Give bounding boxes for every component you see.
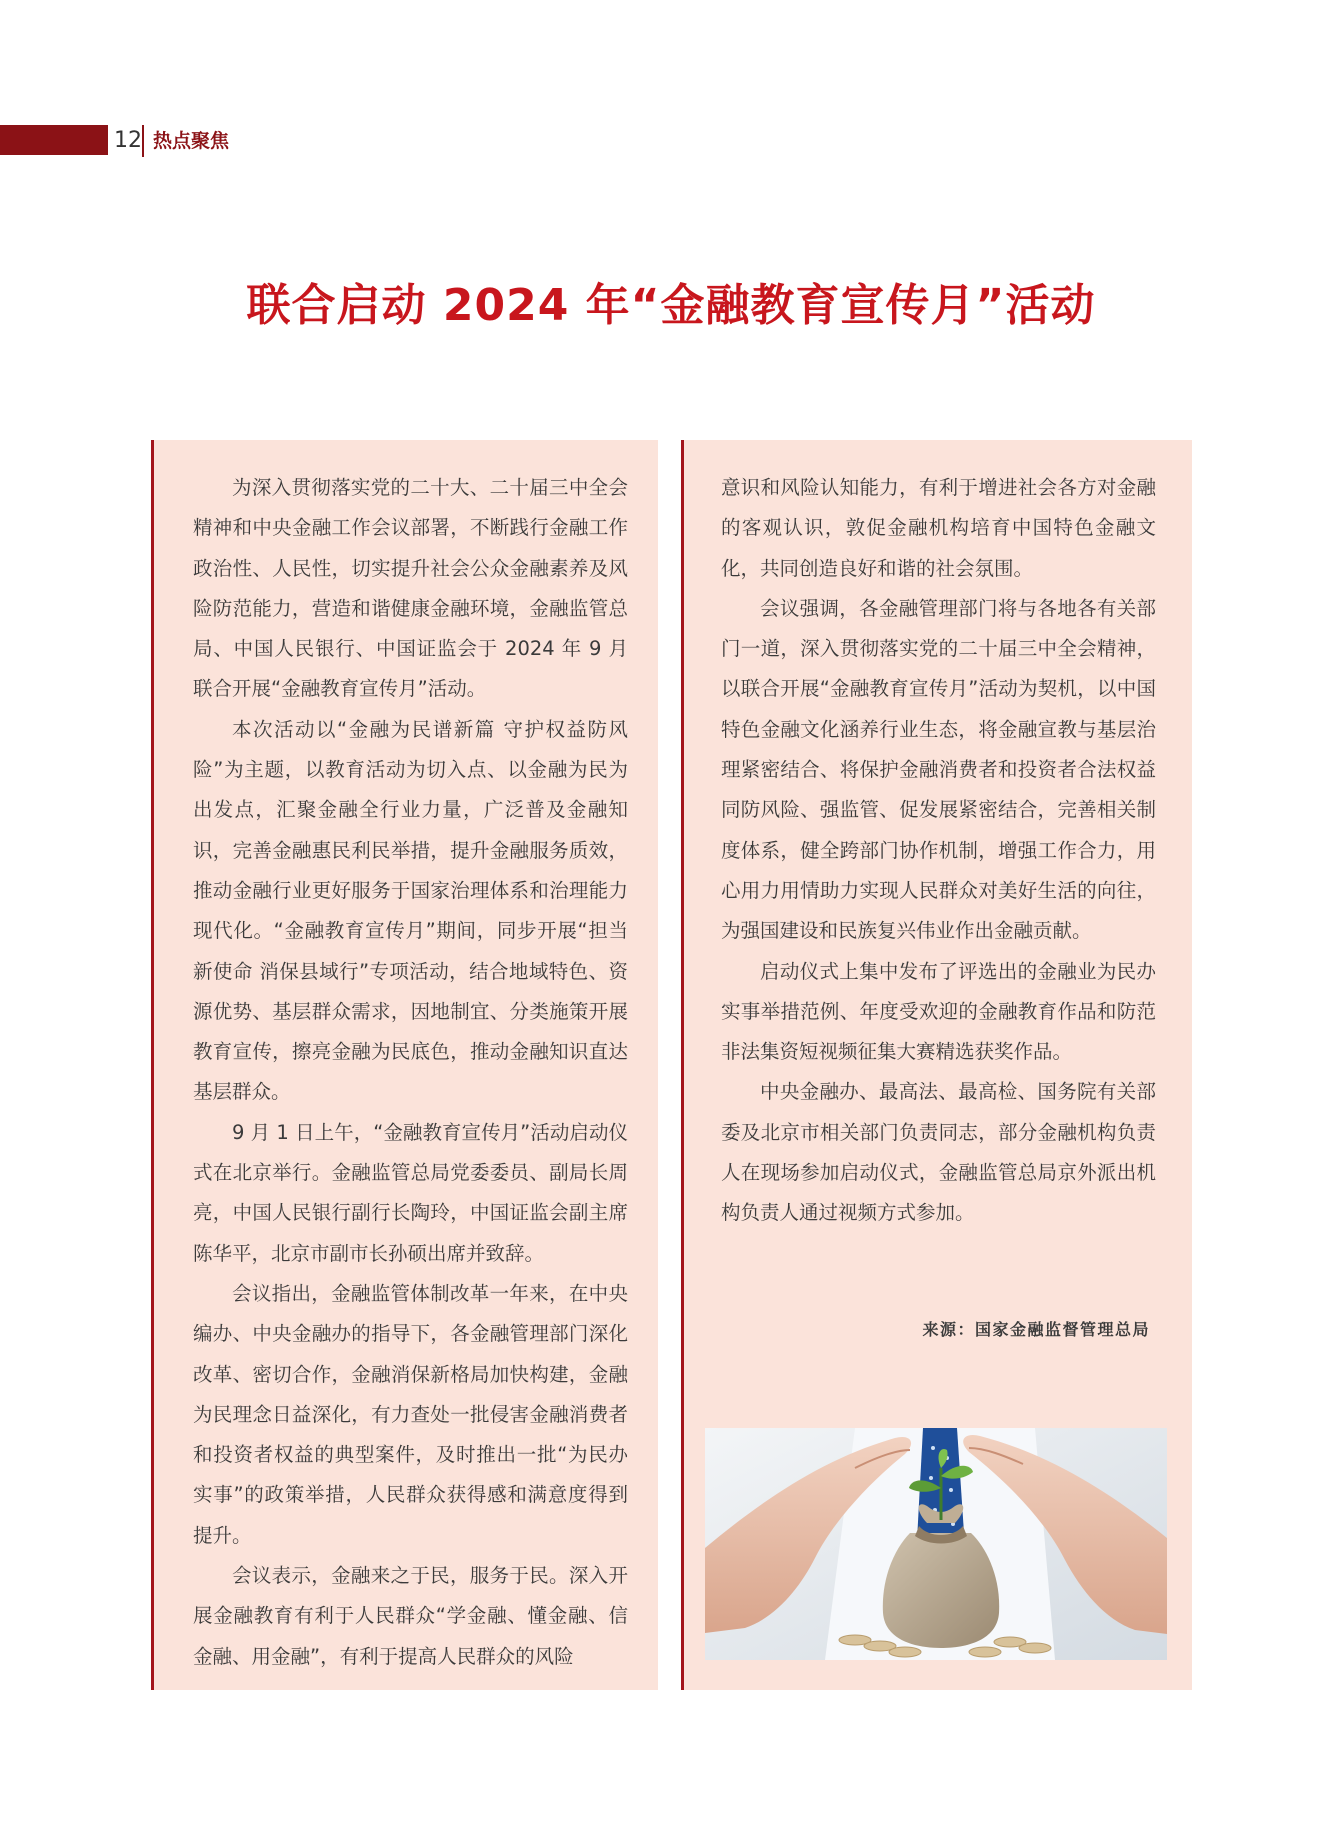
paragraph: 本次活动以“金融为民谱新篇 守护权益防风险”为主题，以教育活动为切入点、以金融为民为出发点，汇聚金融全行业力量，广泛普及金融知识，完善金融惠民利民举措，提升金融服务质效，推动金融行业更好服务于国家治理体系和治理能力现代化。“金融教育宣传月”期间，同步开展“担当新使命 消保县域行”专项活动，结合地域特色、资源优势、基层群众需求，因地制宜、分类施策开展教育宣传，擦亮金融为民底色，推动金融知识直达基层群众。: [193, 717, 628, 1104]
paragraph: 9 月 1 日上午，“金融教育宣传月”活动启动仪式在北京举行。金融监管总局党委委员、副局长周亮，中国人民银行副行长陶玲，中国证监会副主席陈华平，北京市副市长孙硕出席并致辞。: [193, 1120, 628, 1265]
paragraph: 会议指出，金融监管体制改革一年来，在中央编办、中央金融办的指导下，各金融管理部门深化改革、密切合作，金融消保新格局加快构建，金融为民理念日益深化，有力查处一批侵害金融消费者和投资者权益的典型案件，及时推出一批“为民办实事”的政策举措，人民群众获得感和满意度得到提升。: [193, 1281, 628, 1547]
header-color-bar: [0, 125, 108, 155]
paragraph-continuation: 意识和风险认知能力，有利于增进社会各方对金融的客观认识，敦促金融机构培育中国特色金融文化，共同创造良好和谐的社会氛围。: [721, 476, 1156, 580]
paragraph: 中央金融办、最高法、最高检、国务院有关部委及北京市相关部门负责同志，部分金融机构负责人在现场参加启动仪式，金融监管总局京外派出机构负责人通过视频方式参加。: [721, 1080, 1156, 1225]
hands-protecting-money-bag-image: [705, 1428, 1167, 1660]
right-column: [721, 468, 1156, 1234]
right-text-panel: [681, 440, 1192, 1690]
left-text-panel: [151, 440, 658, 1690]
paragraph: 启动仪式上集中发布了评选出的金融业为民办实事举措范例、年度受欢迎的金融教育作品和防范非法集资短视频征集大赛精选获奖作品。: [721, 959, 1156, 1064]
page-number: 12: [114, 128, 142, 153]
paragraph: 会议强调，各金融管理部门将与各地各有关部门一道，深入贯彻落实党的二十届三中全会精神，以联合开展“金融教育宣传月”活动为契机，以中国特色金融文化涵养行业生态，将金融宣教与基层治理紧密结合、将保护金融消费者和投资者合法权益同防风险、强监管、促发展紧密结合，完善相关制度体系，健全跨部门协作机制，增强工作合力，用心用力用情助力实现人民群众对美好生活的向往，为强国建设和民族复兴伟业作出金融贡献。: [721, 596, 1156, 943]
header-divider: [142, 125, 144, 157]
section-label: 热点聚焦: [153, 130, 230, 152]
article-title: 联合启动 2024 年“金融教育宣传月”活动: [246, 280, 1096, 331]
left-column: [193, 468, 628, 1677]
source-credit: 来源：国家金融监督管理总局: [922, 1320, 1150, 1339]
paragraph: 为深入贯彻落实党的二十大、二十届三中全会精神和中央金融工作会议部署，不断践行金融工作政治性、人民性，切实提升社会公众金融素养及风险防范能力，营造和谐健康金融环境，金融监管总局、中国人民银行、中国证监会于 2024 年 9 月联合开展“金融教育宣传月”活动。: [193, 476, 628, 701]
paragraph: 会议表示，金融来之于民，服务于民。深入开展金融教育有利于人民群众“学金融、懂金融、信金融、用金融”，有利于提高人民群众的风险: [193, 1564, 628, 1668]
